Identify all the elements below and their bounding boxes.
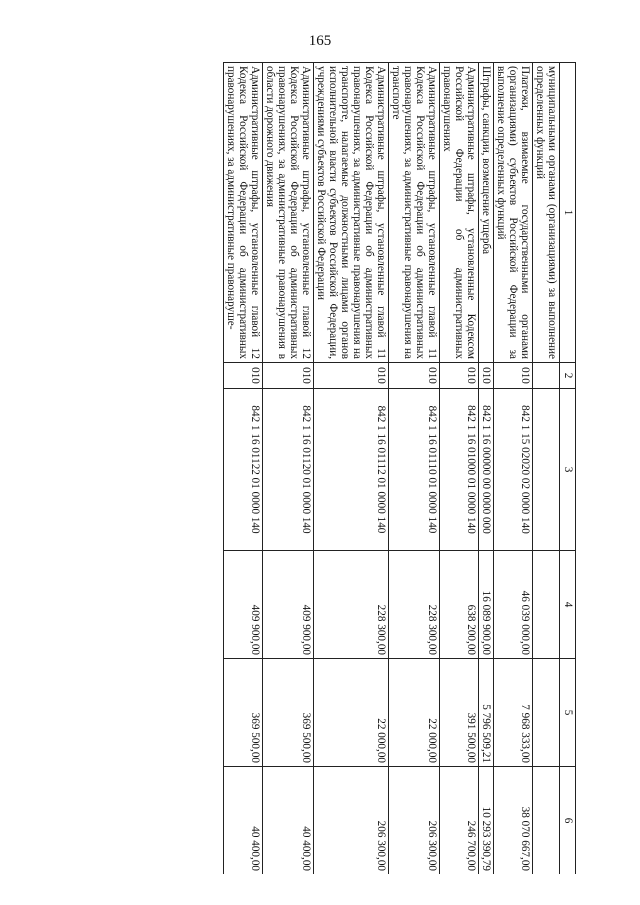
budget-classification-code-cell: 842 1 16 01112 01 0000 140 bbox=[314, 389, 389, 551]
budget-classification-code-cell: 842 1 16 01110 01 0000 140 bbox=[389, 389, 440, 551]
row-name-cell: Штрафы, санкции, возмещение ущерба bbox=[479, 63, 494, 363]
executed-amount-cell: 369 500,00 bbox=[224, 659, 263, 767]
budget-classification-code-cell: 842 1 16 00000 00 0000 000 bbox=[479, 389, 494, 551]
column-number-row bbox=[560, 63, 576, 875]
row-code-cell: 010 bbox=[389, 363, 440, 389]
column-number: 5 bbox=[560, 659, 576, 767]
executed-amount-cell: 369 500,00 bbox=[263, 659, 314, 767]
column-number: 4 bbox=[560, 551, 576, 659]
executed-amount-cell: 22 000,00 bbox=[389, 659, 440, 767]
page-number: 165 bbox=[308, 33, 332, 49]
column-number: 3 bbox=[560, 389, 576, 551]
row-name-cell: Административные штрафы, установленные главой 11 Кодекса Российской Федерации об административных правонарушениях, за административные правонарушения на транспорте bbox=[389, 63, 440, 363]
budget-classification-code-cell: 842 1 16 01000 01 0000 140 bbox=[440, 389, 479, 551]
row-name-cell: муниципальными органами (организациями) за выполнение определенных функций bbox=[533, 63, 560, 363]
table-row bbox=[314, 63, 389, 875]
unexecuted-amount-cell bbox=[533, 767, 560, 875]
row-code-cell bbox=[533, 363, 560, 389]
unexecuted-amount-cell: 40 400,00 bbox=[224, 767, 263, 875]
row-name-cell: Административные штрафы, установленные главой 11 Кодекса Российской Федерации об административных правонарушениях, за административные правонарушения на транспорте, налагаемые должностными лицами органов исполнительной власти субъектов Российской Федерации, учреждениями субъектов Российской Федерации bbox=[314, 63, 389, 363]
row-name-cell: Административные штрафы, установленные главой 12 Кодекса Российской Федерации об административных правонарушениях, за административные правонарушения в области дорожного движения bbox=[263, 63, 314, 363]
budget-classification-code-cell: 842 1 15 02020 02 0000 140 bbox=[494, 389, 533, 551]
row-name-cell: Административные штрафы, установленные главой 12 Кодекса Российской Федерации об административных правонарушениях, за административные правонаруше- bbox=[224, 63, 263, 363]
approved-amount-cell: 16 089 900,00 bbox=[479, 551, 494, 659]
revenue-table bbox=[223, 62, 576, 874]
row-name-cell: Административные штрафы, установленные Кодексом Российской Федерации об административных правонарушениях bbox=[440, 63, 479, 363]
column-number: 6 bbox=[560, 767, 576, 875]
unexecuted-amount-cell: 10 293 390,79 bbox=[479, 767, 494, 875]
column-number: 1 bbox=[560, 63, 576, 363]
table-row bbox=[494, 63, 533, 875]
table-row bbox=[224, 63, 263, 875]
executed-amount-cell: 391 500,00 bbox=[440, 659, 479, 767]
budget-classification-code-cell bbox=[533, 389, 560, 551]
table-row bbox=[440, 63, 479, 875]
executed-amount-cell: 7 968 333,00 bbox=[494, 659, 533, 767]
unexecuted-amount-cell: 246 700,00 bbox=[440, 767, 479, 875]
unexecuted-amount-cell: 206 300,00 bbox=[389, 767, 440, 875]
executed-amount-cell: 5 796 509,21 bbox=[479, 659, 494, 767]
row-name-cell: Платежи, взимаемые государственными органами (организациями) субъектов Российской Федерации за выполнение определенных функций bbox=[494, 63, 533, 363]
unexecuted-amount-cell: 38 070 667,00 bbox=[494, 767, 533, 875]
rotated-table-wrapper bbox=[116, 62, 576, 874]
row-code-cell: 010 bbox=[494, 363, 533, 389]
budget-classification-code-cell: 842 1 16 01120 01 0000 140 bbox=[263, 389, 314, 551]
approved-amount-cell: 46 039 000,00 bbox=[494, 551, 533, 659]
approved-amount-cell bbox=[533, 551, 560, 659]
row-code-cell: 010 bbox=[440, 363, 479, 389]
approved-amount-cell: 409 900,00 bbox=[263, 551, 314, 659]
unexecuted-amount-cell: 206 300,00 bbox=[314, 767, 389, 875]
approved-amount-cell: 228 300,00 bbox=[389, 551, 440, 659]
unexecuted-amount-cell: 40 400,00 bbox=[263, 767, 314, 875]
executed-amount-cell: 22 000,00 bbox=[314, 659, 389, 767]
table-row bbox=[389, 63, 440, 875]
approved-amount-cell: 638 200,00 bbox=[440, 551, 479, 659]
table-row bbox=[263, 63, 314, 875]
row-code-cell: 010 bbox=[263, 363, 314, 389]
row-code-cell: 010 bbox=[479, 363, 494, 389]
table-row bbox=[533, 63, 560, 875]
table-row bbox=[479, 63, 494, 875]
row-code-cell: 010 bbox=[224, 363, 263, 389]
approved-amount-cell: 409 900,00 bbox=[224, 551, 263, 659]
row-code-cell: 010 bbox=[314, 363, 389, 389]
column-number: 2 bbox=[560, 363, 576, 389]
rotated-table-container bbox=[116, 62, 576, 874]
budget-classification-code-cell: 842 1 16 01122 01 0000 140 bbox=[224, 389, 263, 551]
approved-amount-cell: 228 300,00 bbox=[314, 551, 389, 659]
executed-amount-cell bbox=[533, 659, 560, 767]
